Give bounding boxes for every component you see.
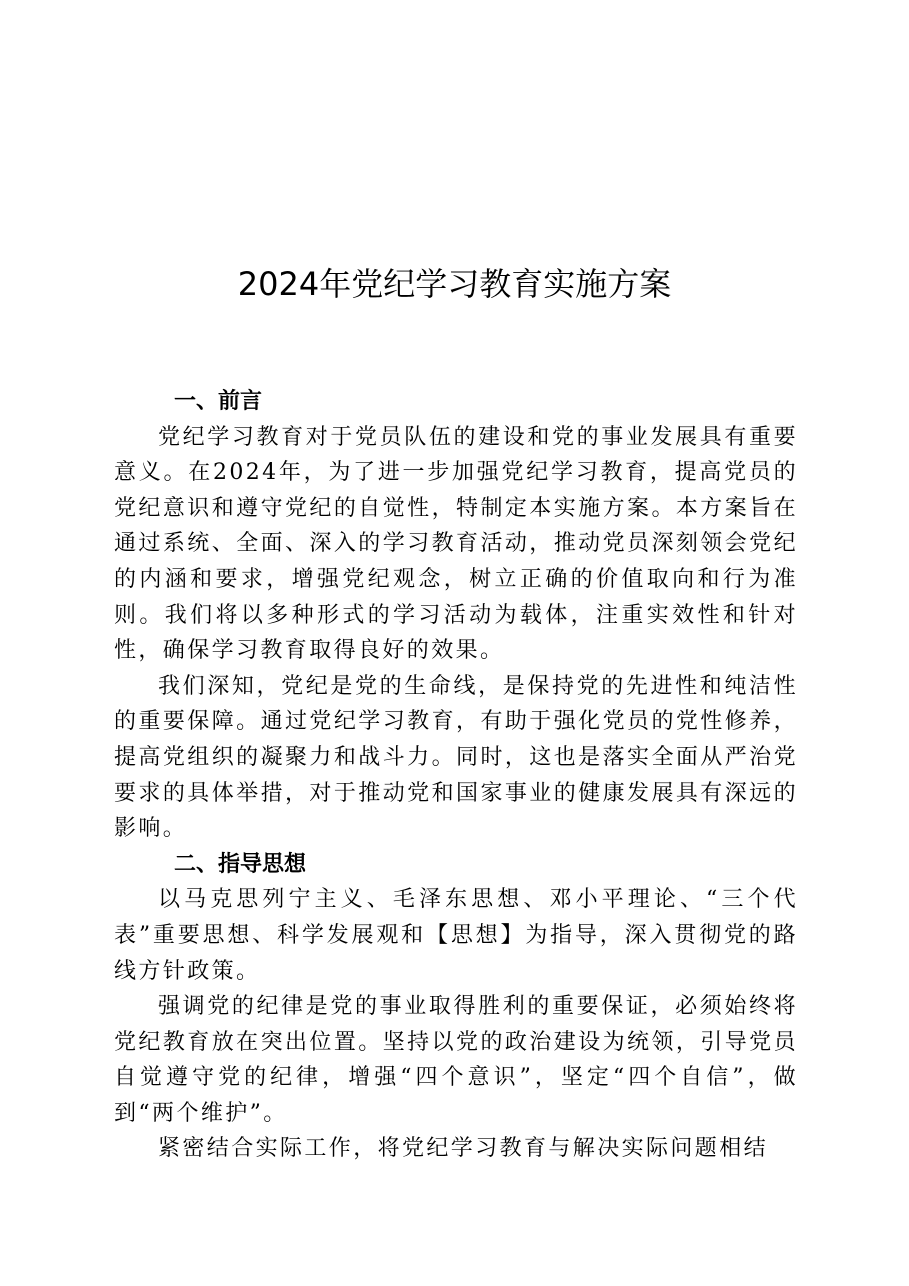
document-title: 2024年党纪学习教育实施方案 <box>237 265 672 303</box>
document-body <box>114 384 798 1167</box>
paragraph: 紧密结合实际工作，将党纪学习教育与解决实际问题相结 <box>158 1136 769 1162</box>
paragraph: 我们深知，党纪是党的生命线，是保持党的先进性和纯洁性的重要保障。通过党纪学习教育，有助于强化党员的党性修养，提高党组织的凝聚力和战斗力。同时，这也是落实全面从严治党要求的具体举措，对于推动党和国家事业的健康发展具有深远的影响。 <box>114 673 798 842</box>
paragraph: 以马克思列宁主义、毛泽东思想、邓小平理论、“三个代表”重要思想、科学发展观和【思想】为指导，深入贯彻党的路线方针政策。 <box>114 887 798 984</box>
paragraph: 党纪学习教育对于党员队伍的建设和党的事业发展具有重要意义。在2024年，为了进一步加强党纪学习教育，提高党员的党纪意识和遵守党纪的自觉性，特制定本实施方案。本方案旨在通过系统、全面、深入的学习教育活动，推动党员深刻领会党纪的内涵和要求，增强党纪观念，树立正确的价值取向和行为准则。我们将以多种形式的学习活动为载体，注重实效性和针对性，确保学习教育取得良好的效果。 <box>114 424 798 664</box>
paragraph: 强调党的纪律是党的事业取得胜利的重要保证，必须始终将党纪教育放在突出位置。坚持以党的政治建设为统领，引导党员自觉遵守党的纪律，增强“四个意识”，坚定“四个自信”，做到“两个维护”。 <box>114 994 798 1126</box>
section-heading-preface: 一、前言 <box>174 389 263 414</box>
section-heading-guiding-ideology: 二、指导思想 <box>174 851 307 877</box>
